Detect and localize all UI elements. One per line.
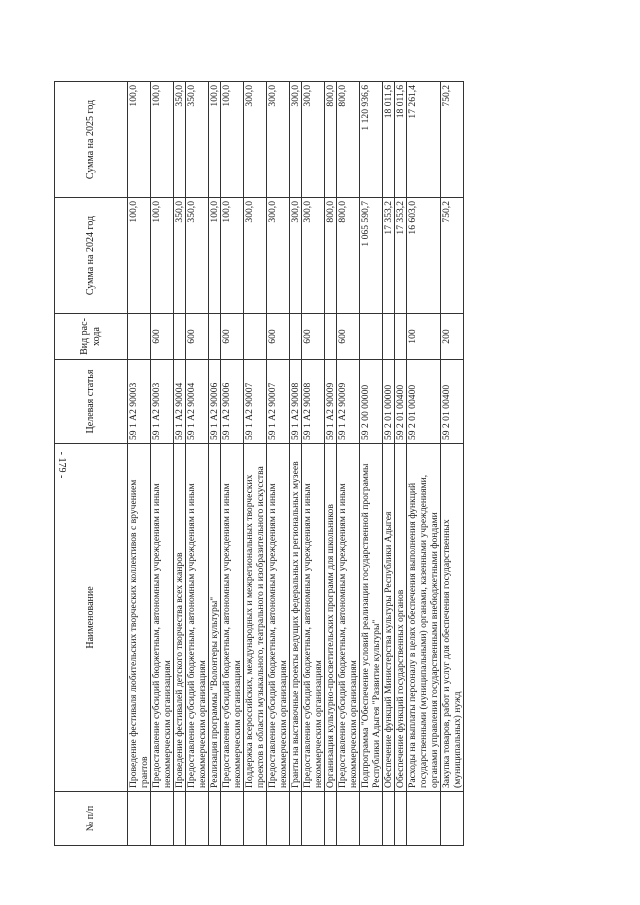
table-row: [290, 82, 302, 846]
cell-article: 59 1 А2 90008: [302, 360, 325, 444]
cell-article: 59 1 А2 90007: [244, 360, 267, 444]
cell-number: [186, 792, 209, 846]
cell-2024: 800,0: [325, 198, 337, 314]
cell-2024: 1 065 590,7: [360, 198, 383, 314]
cell-2025: 17 261,4: [407, 82, 441, 198]
cell-2025: 100,0: [151, 82, 174, 198]
cell-2024: 100,0: [221, 198, 244, 314]
cell-2024: 100,0: [128, 198, 151, 314]
table-row: [221, 82, 244, 846]
cell-type: [290, 314, 302, 360]
cell-type: 600: [302, 314, 325, 360]
table-row: [395, 82, 407, 846]
cell-name: Организация культурно-просветительских программ для школьников: [325, 444, 337, 792]
cell-number: [209, 792, 221, 846]
cell-name: Предоставление субсидий бюджетным, автономным учреждениям и иным некоммерческим организациям: [221, 444, 244, 792]
table-row: [244, 82, 267, 846]
col-article-header: Целевая статья: [55, 360, 128, 444]
table-row: [186, 82, 209, 846]
col-type-header: Вид рас-хода: [55, 314, 128, 360]
table-row: [383, 82, 395, 846]
cell-2025: 350,0: [186, 82, 209, 198]
table-row: [209, 82, 221, 846]
cell-article: 59 2 01 00000: [383, 360, 395, 444]
cell-number: [407, 792, 441, 846]
cell-number: [337, 792, 360, 846]
cell-article: 59 1 А2 90007: [267, 360, 290, 444]
cell-type: 100: [407, 314, 441, 360]
cell-type: 200: [441, 314, 464, 360]
cell-number: [128, 792, 151, 846]
cell-2025: 300,0: [302, 82, 325, 198]
col-number-header: № п/п: [55, 792, 128, 846]
cell-article: 59 1 А2 90004: [174, 360, 186, 444]
rotated-page: [54, 82, 577, 846]
cell-article: 59 2 01 00400: [441, 360, 464, 444]
cell-type: [244, 314, 267, 360]
table-row: [174, 82, 186, 846]
cell-type: [174, 314, 186, 360]
cell-article: 59 2 00 00000: [360, 360, 383, 444]
cell-2024: 300,0: [290, 198, 302, 314]
cell-2025: 100,0: [221, 82, 244, 198]
cell-2025: 18 011,6: [383, 82, 395, 198]
cell-2024: 750,2: [441, 198, 464, 314]
cell-article: 59 2 01 00400: [407, 360, 441, 444]
cell-number: [441, 792, 464, 846]
cell-2024: 300,0: [302, 198, 325, 314]
cell-name: Предоставление субсидий бюджетным, автономным учреждениям и иным некоммерческим организациям: [267, 444, 290, 792]
cell-2025: 300,0: [244, 82, 267, 198]
table-row: [441, 82, 464, 846]
table-row: [267, 82, 290, 846]
cell-name: Проведение фестиваля любительских творческих коллективов с вручением грантов: [128, 444, 151, 792]
cell-number: [383, 792, 395, 846]
cell-2025: 350,0: [174, 82, 186, 198]
cell-2024: 800,0: [337, 198, 360, 314]
table-row: [128, 82, 151, 846]
cell-2025: 300,0: [290, 82, 302, 198]
cell-2024: 17 353,2: [383, 198, 395, 314]
cell-type: 600: [267, 314, 290, 360]
cell-type: [383, 314, 395, 360]
cell-number: [174, 792, 186, 846]
cell-number: [325, 792, 337, 846]
cell-2024: 100,0: [151, 198, 174, 314]
cell-type: [360, 314, 383, 360]
table-row: [325, 82, 337, 846]
cell-name: Предоставление субсидий бюджетным, автономным учреждениям и иным некоммерческим организациям: [151, 444, 174, 792]
cell-article: 59 2 01 00400: [395, 360, 407, 444]
cell-article: 59 1 А2 90006: [221, 360, 244, 444]
table-row: [151, 82, 174, 846]
cell-number: [244, 792, 267, 846]
cell-2025: 800,0: [325, 82, 337, 198]
cell-2024: 350,0: [186, 198, 209, 314]
cell-2025: 750,2: [441, 82, 464, 198]
cell-number: [302, 792, 325, 846]
cell-2024: 300,0: [267, 198, 290, 314]
cell-name: Обеспечение функций государственных органов: [395, 444, 407, 792]
cell-2025: 100,0: [209, 82, 221, 198]
cell-2025: 100,0: [128, 82, 151, 198]
cell-name: Закупка товаров, работ и услуг для обеспечения государственных (муниципальных) нужд: [441, 444, 464, 792]
cell-2025: 18 011,6: [395, 82, 407, 198]
cell-name: Обеспечение функций Министерства культуры Республики Адыгея: [383, 444, 395, 792]
cell-type: [395, 314, 407, 360]
cell-2024: 16 603,0: [407, 198, 441, 314]
cell-number: [360, 792, 383, 846]
cell-2025: 800,0: [337, 82, 360, 198]
cell-name: Предоставление субсидий бюджетным, автономным учреждениям и иным некоммерческим организациям: [337, 444, 360, 792]
cell-name: Расходы на выплаты персоналу в целях обеспечения выполнения функций государственными (муниципальными) органами, казенными учреждениями, органами управления государственными внебюджетными фондами: [407, 444, 441, 792]
cell-type: 600: [221, 314, 244, 360]
cell-type: 600: [186, 314, 209, 360]
cell-2025: 1 120 936,6: [360, 82, 383, 198]
table-row: [302, 82, 325, 846]
cell-number: [267, 792, 290, 846]
cell-article: 59 1 А2 90008: [290, 360, 302, 444]
page-number: - 179 -: [56, 451, 67, 479]
cell-name: Поддержка всероссийских, международных и межрегиональных творческих проектов в области музыкального, театрального и изобразительного искусства: [244, 444, 267, 792]
cell-article: 59 1 А2 90004: [186, 360, 209, 444]
cell-name: Предоставление субсидий бюджетным, автономным учреждениям и иным некоммерческим организациям: [302, 444, 325, 792]
cell-type: [325, 314, 337, 360]
cell-name: Проведение фестивалей детского творчества всех жанров: [174, 444, 186, 792]
cell-name: Предоставление субсидий бюджетным, автономным учреждениям и иным некоммерческим организациям: [186, 444, 209, 792]
cell-2024: 300,0: [244, 198, 267, 314]
budget-table: [54, 81, 464, 846]
header-row: [55, 82, 128, 846]
table-row: [360, 82, 383, 846]
cell-type: 600: [151, 314, 174, 360]
col-name-header: Наименование: [55, 444, 128, 792]
cell-article: 59 1 А2 90009: [337, 360, 360, 444]
cell-2024: 100,0: [209, 198, 221, 314]
cell-name: Реализация программы "Волонтеры культуры": [209, 444, 221, 792]
cell-type: 600: [337, 314, 360, 360]
table-body: [128, 82, 464, 846]
table-row: [337, 82, 360, 846]
cell-article: 59 1 А2 90003: [128, 360, 151, 444]
cell-name: Гранты на выставочные проекты ведущих федеральных и региональных музеев: [290, 444, 302, 792]
cell-article: 59 1 А2 90003: [151, 360, 174, 444]
cell-2024: 17 353,2: [395, 198, 407, 314]
cell-name: Подпрограмма "Обеспечение условий реализации государственной программы Республики Адыгея "Развитие культуры": [360, 444, 383, 792]
col-2024-header: Сумма на 2024 год: [55, 198, 128, 314]
cell-number: [395, 792, 407, 846]
cell-type: [209, 314, 221, 360]
cell-2025: 300,0: [267, 82, 290, 198]
cell-number: [221, 792, 244, 846]
cell-article: 59 1 А2 90006: [209, 360, 221, 444]
table-row: [407, 82, 441, 846]
cell-2024: 350,0: [174, 198, 186, 314]
cell-number: [151, 792, 174, 846]
cell-article: 59 1 А2 90009: [325, 360, 337, 444]
col-2025-header: Сумма на 2025 год: [55, 82, 128, 198]
cell-type: [128, 314, 151, 360]
cell-number: [290, 792, 302, 846]
